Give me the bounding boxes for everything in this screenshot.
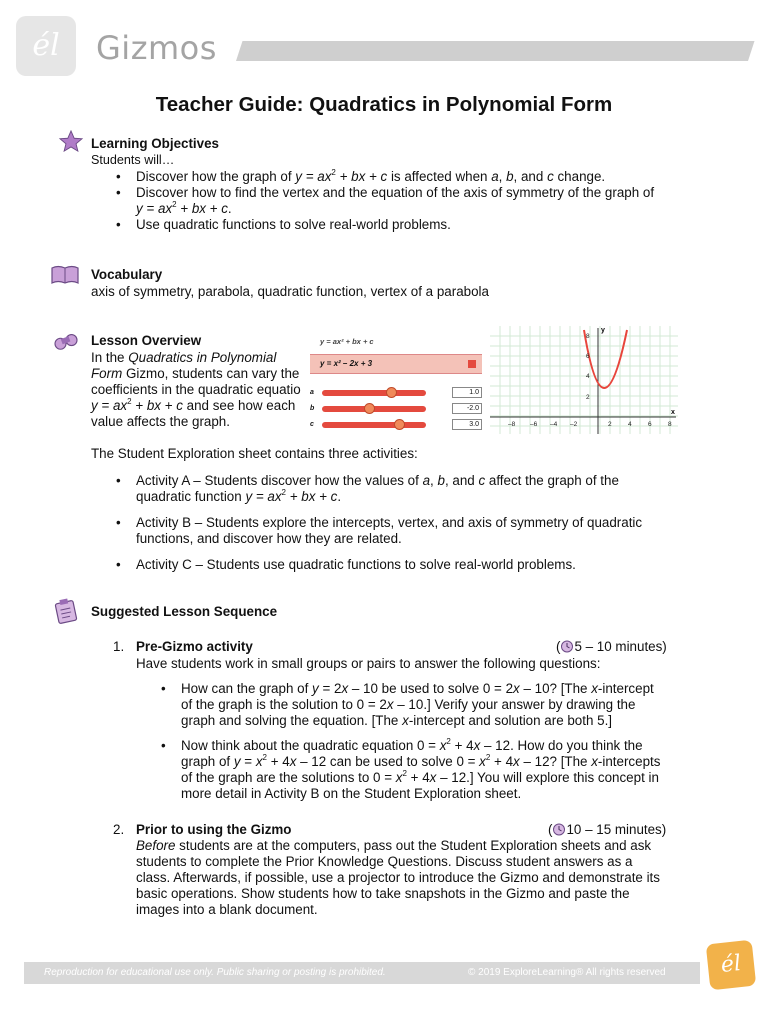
objective-item bbox=[114, 185, 694, 217]
y-axis-label: y bbox=[601, 327, 605, 334]
vocabulary-text: axis of symmetry, parabola, quadratic function, vertex of a parabola bbox=[91, 284, 489, 299]
text: Gizmo, students can vary the bbox=[122, 366, 300, 381]
text: + 4 bbox=[450, 738, 474, 753]
x-axis-label: x bbox=[671, 409, 675, 416]
var: x bbox=[513, 754, 520, 769]
var: x bbox=[402, 713, 409, 728]
var: x bbox=[591, 681, 598, 696]
equation-toggle[interactable] bbox=[468, 360, 476, 368]
text: Now think about the quadratic equation 0 = bbox=[181, 738, 440, 753]
general-formula: y = ax² + bx + c bbox=[320, 337, 374, 346]
activity-b bbox=[114, 515, 694, 547]
step-title: Prior to using the Gizmo bbox=[136, 822, 292, 837]
text: change. bbox=[553, 169, 606, 184]
text: – 12. How do you think the bbox=[480, 738, 643, 753]
x-tick: –2 bbox=[570, 421, 578, 428]
slider-handle-c[interactable] bbox=[394, 419, 405, 430]
text: of the graph is the solution to 0 = 2 bbox=[181, 697, 387, 712]
y-tick: 8 bbox=[586, 333, 590, 340]
objective-item bbox=[114, 169, 694, 185]
text: In the bbox=[91, 350, 129, 365]
objectives-list bbox=[114, 169, 694, 233]
equation: y = ax bbox=[295, 169, 332, 184]
step-time bbox=[548, 822, 666, 838]
book-icon bbox=[50, 264, 80, 286]
text: more detail in Activity B on the Student Exploration sheet. bbox=[181, 786, 522, 801]
binoculars-icon bbox=[52, 330, 80, 352]
text: students are at the computers, pass out the Student Exploration sheets and ask bbox=[175, 838, 652, 853]
text: images into a blank document. bbox=[136, 902, 318, 917]
gizmos-logo: él bbox=[16, 16, 76, 76]
exponent: 2 bbox=[485, 752, 491, 762]
text: students to complete the Prior Knowledge Questions. Discuss student answers as a bbox=[136, 854, 633, 869]
gizmo-name: Quadratics in Polynomial bbox=[128, 350, 277, 365]
text: – 12 can be used to solve 0 = bbox=[296, 754, 480, 769]
text: basic operations. Show students how to take snapshots in the Gizmo and paste the bbox=[136, 886, 630, 901]
footer-notice: Reproduction for educational use only. Public sharing or posting is prohibited. bbox=[44, 967, 386, 978]
footer-copyright: © 2019 ExploreLearning® All rights reserved bbox=[468, 967, 666, 978]
equation: + bx + c bbox=[131, 398, 183, 413]
gizmo-slider-panel bbox=[310, 328, 482, 432]
x-tick: 6 bbox=[648, 421, 652, 428]
var: a bbox=[422, 473, 431, 488]
exponent: 2 bbox=[127, 396, 132, 406]
text: of the graph are the solutions to 0 = bbox=[181, 770, 396, 785]
var: x bbox=[289, 754, 297, 769]
var: x bbox=[591, 754, 598, 769]
text: + 4 bbox=[406, 770, 430, 785]
x-tick: 4 bbox=[628, 421, 632, 428]
slider-label-b: b bbox=[310, 405, 315, 412]
slider-value-a[interactable]: 1.0 bbox=[452, 387, 482, 398]
x-tick: –8 bbox=[508, 421, 516, 428]
text: Discover how the graph of bbox=[136, 169, 296, 184]
text: – 12? [The bbox=[519, 754, 592, 769]
text: graph and solving the equation. [The bbox=[181, 713, 403, 728]
slider-track-c[interactable] bbox=[322, 422, 426, 428]
text: – 10.] Verify your answer by drawing the bbox=[393, 697, 636, 712]
step-2-text bbox=[136, 838, 696, 918]
text: . bbox=[337, 489, 342, 504]
text: -intercept bbox=[597, 681, 654, 696]
slider-label-c: c bbox=[310, 421, 314, 428]
objectives-intro: Students will… bbox=[91, 153, 175, 167]
activities-list bbox=[114, 473, 694, 573]
step-number: 1. bbox=[113, 639, 125, 654]
slider-handle-b[interactable] bbox=[364, 403, 375, 414]
current-equation-bar bbox=[310, 354, 482, 374]
text: = bbox=[240, 754, 256, 769]
var: x bbox=[513, 681, 520, 696]
text: Activity B – Students explore the intercepts, vertex, and axis of symmetry of quadratic bbox=[136, 515, 643, 530]
text: How can the graph of bbox=[181, 681, 313, 696]
var: b bbox=[506, 169, 514, 184]
exponent: 2 bbox=[331, 167, 336, 177]
overview-text bbox=[91, 350, 311, 430]
step-title: Pre-Gizmo activity bbox=[136, 639, 253, 654]
text: + 4 bbox=[490, 754, 514, 769]
var: b bbox=[437, 473, 445, 488]
var: x bbox=[255, 754, 263, 769]
y-tick: 2 bbox=[586, 394, 590, 401]
exponent: 2 bbox=[281, 487, 286, 497]
equation: + bx + c bbox=[176, 201, 228, 216]
text: class. Afterwards, if possible, use a projector to introduce the Gizmo and demonstrate its bbox=[136, 870, 660, 885]
exploration-intro: The Student Exploration sheet contains three activities: bbox=[91, 446, 418, 461]
objectives-heading: Learning Objectives bbox=[91, 136, 219, 151]
overview-heading: Lesson Overview bbox=[91, 333, 202, 348]
equation: y = ax bbox=[136, 201, 173, 216]
text: , and bbox=[444, 473, 479, 488]
exponent: 2 bbox=[446, 736, 451, 746]
current-equation: y = x² – 2x + 3 bbox=[320, 359, 373, 368]
text: 10 – 15 minutes) bbox=[566, 822, 667, 837]
var: c bbox=[547, 169, 554, 184]
text: affect the graph of the bbox=[485, 473, 619, 488]
text: value affects the graph. bbox=[91, 414, 230, 429]
step-intro: Have students work in small groups or pairs to answer the following questions: bbox=[136, 656, 601, 671]
text: and see how each bbox=[182, 398, 296, 413]
x-tick: 8 bbox=[668, 421, 672, 428]
text: – 10 be used to solve 0 = 2 bbox=[348, 681, 514, 696]
step-number: 2. bbox=[113, 822, 125, 837]
var: a bbox=[491, 169, 499, 184]
clock-icon bbox=[552, 823, 566, 836]
text: , bbox=[498, 169, 507, 184]
text: quadratic function bbox=[136, 489, 246, 504]
text: -intercept and solution are both 5.] bbox=[408, 713, 613, 728]
text: is affected when bbox=[387, 169, 492, 184]
text: – 10? [The bbox=[519, 681, 592, 696]
equation: y = ax bbox=[91, 398, 128, 413]
star-icon bbox=[58, 130, 84, 152]
slider-value-b[interactable]: -2.0 bbox=[452, 403, 482, 414]
text: ( bbox=[556, 639, 561, 654]
step-time bbox=[556, 639, 667, 655]
page-title: Teacher Guide: Quadratics in Polynomial Form bbox=[155, 93, 613, 116]
sequence-heading: Suggested Lesson Sequence bbox=[91, 604, 278, 619]
y-tick: 6 bbox=[586, 353, 590, 360]
y-tick: 4 bbox=[586, 373, 590, 380]
var: x bbox=[429, 770, 437, 785]
slider-track-a[interactable] bbox=[322, 390, 426, 396]
var: x bbox=[386, 697, 394, 712]
exponent: 2 bbox=[262, 752, 267, 762]
var: x bbox=[341, 681, 349, 696]
var: x bbox=[479, 754, 486, 769]
pre-gizmo-questions bbox=[159, 681, 689, 802]
text: graph of bbox=[181, 754, 234, 769]
text: , and bbox=[513, 169, 548, 184]
text: Discover how to find the vertex and the equation of the axis of symmetry of the graph of bbox=[136, 185, 655, 200]
vocabulary-heading: Vocabulary bbox=[91, 267, 163, 282]
text: 5 – 10 minutes) bbox=[574, 639, 667, 654]
equation: + bx + c bbox=[335, 169, 388, 184]
brand-name: Gizmos bbox=[96, 29, 217, 67]
text: = 2 bbox=[318, 681, 342, 696]
text: Activity A – Students discover how the values of bbox=[136, 473, 423, 488]
activity-c: • Activity C – Students use quadratic functions to solve real-world problems. bbox=[114, 557, 694, 573]
text: . bbox=[227, 201, 232, 216]
header-decor-bar bbox=[236, 41, 754, 61]
clipboard-icon bbox=[54, 598, 78, 624]
text: coefficients in the quadratic equatio bbox=[91, 382, 301, 397]
var: c bbox=[478, 473, 486, 488]
question-item bbox=[159, 681, 689, 729]
text: functions, and discover how they are related. bbox=[136, 531, 402, 546]
var: y bbox=[312, 681, 319, 696]
text: – 12.] You will explore this concept in bbox=[436, 770, 659, 785]
text: -intercepts bbox=[597, 754, 661, 769]
var: x bbox=[395, 770, 403, 785]
var: x bbox=[473, 738, 481, 753]
x-tick: –4 bbox=[550, 421, 558, 428]
text: + 4 bbox=[266, 754, 290, 769]
activity-a bbox=[114, 473, 694, 505]
objective-item: • Use quadratic functions to solve real-world problems. bbox=[114, 217, 694, 233]
x-tick: 2 bbox=[608, 421, 612, 428]
slider-label-a: a bbox=[310, 389, 314, 396]
explorelearning-logo: él bbox=[706, 940, 757, 991]
text: , bbox=[430, 473, 438, 488]
equation: + bx + c bbox=[286, 489, 338, 504]
clock-icon bbox=[560, 640, 574, 653]
equation: y = ax bbox=[245, 489, 282, 504]
gizmo-name: Form bbox=[91, 366, 123, 381]
slider-handle-a[interactable] bbox=[386, 387, 397, 398]
exponent: 2 bbox=[402, 768, 407, 778]
text: Before bbox=[136, 838, 176, 853]
slider-value-c[interactable]: 3.0 bbox=[452, 419, 482, 430]
gizmo-graph bbox=[490, 326, 678, 434]
text: ( bbox=[548, 822, 553, 837]
var: x bbox=[439, 738, 447, 753]
var: y bbox=[233, 754, 241, 769]
exponent: 2 bbox=[172, 199, 177, 209]
question-item bbox=[159, 738, 689, 802]
x-tick: –6 bbox=[530, 421, 538, 428]
